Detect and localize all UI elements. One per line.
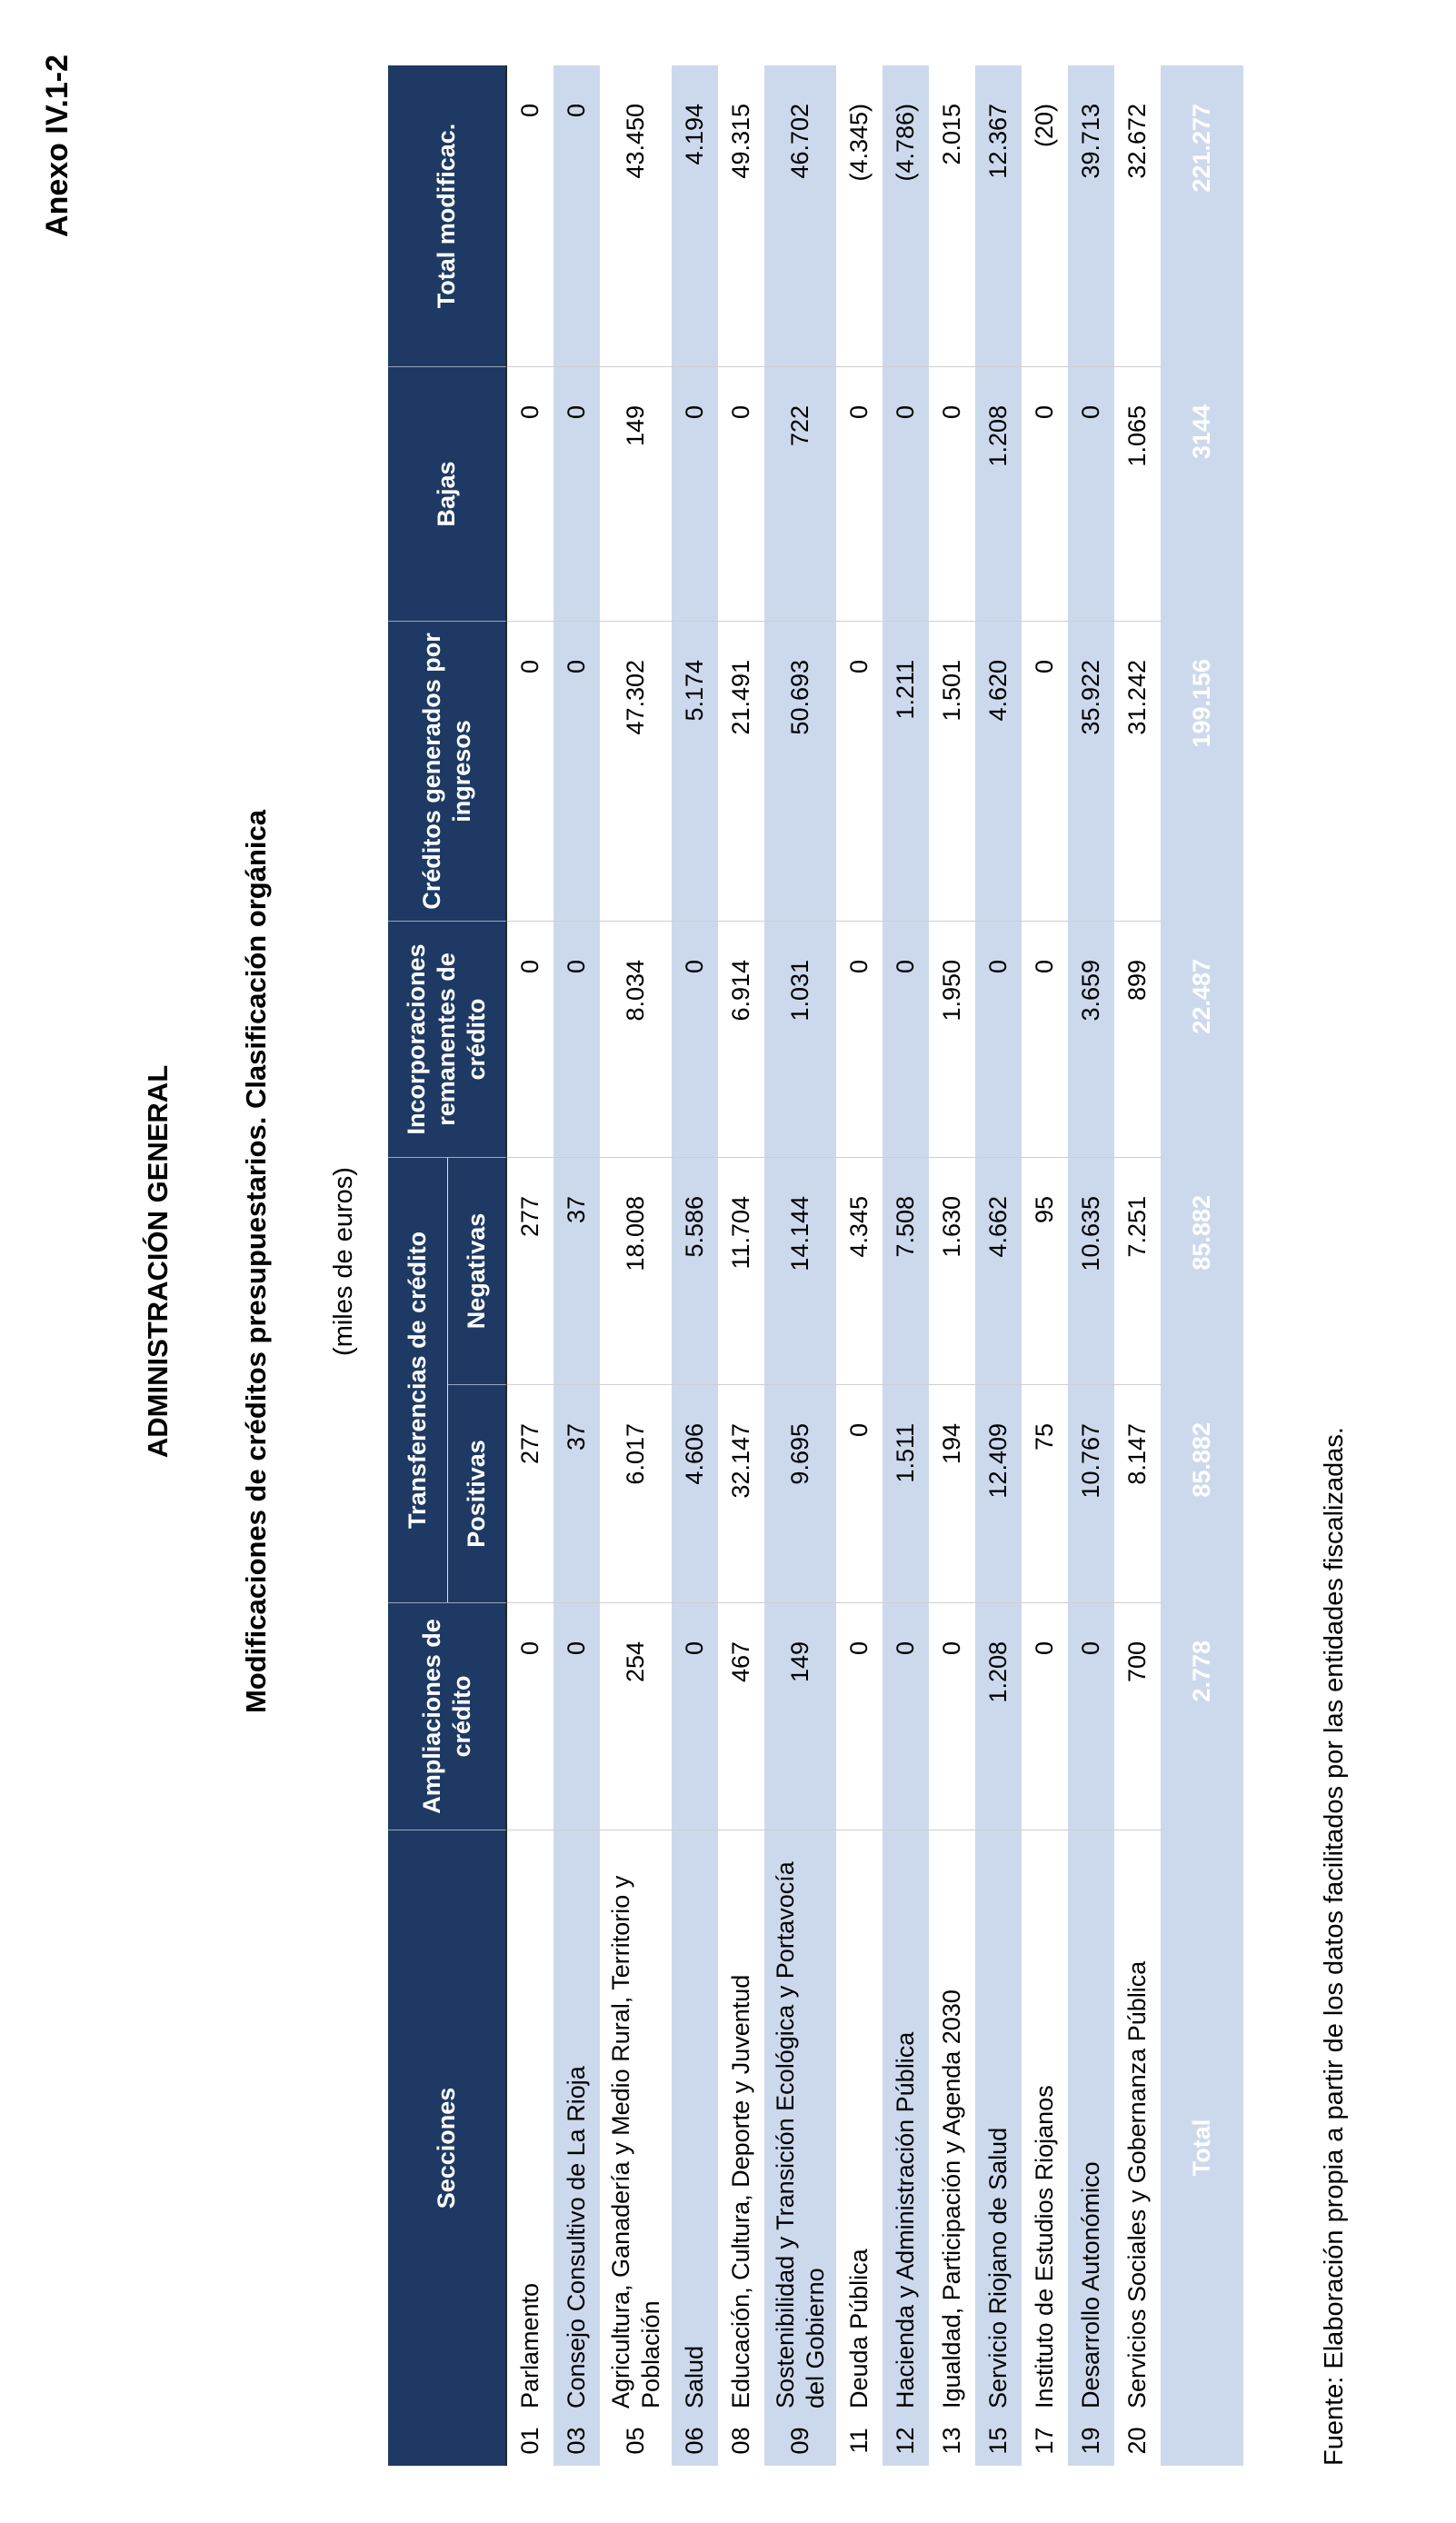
section-row [718,65,764,2466]
title-administration: ADMINISTRACIÓN GENERAL [142,1064,174,1459]
total-cell: 12.367 [975,65,1022,366]
total-cell: 0 [516,103,544,117]
bajas-cell: 0 [672,366,718,621]
bajas-cell: 0 [718,366,764,621]
section-row [836,65,883,2466]
positivas-cell: 37 [553,1384,600,1602]
incorporaciones-cell: 0 [507,921,553,1157]
creditos-cell: 21.491 [718,621,764,921]
negativas-cell: 277 [507,1157,553,1384]
ampliaciones-cell: 1.208 [975,1602,1022,1830]
positivas-cell: 0 [836,1384,883,1602]
creditos-cell: 0 [1022,621,1068,921]
section-name-cell: Igualdad, Participación y Agenda 2030 [929,1830,975,2416]
section-row [883,65,929,2466]
negativas-cell: 14.144 [764,1157,836,1384]
bajas-cell: 1.065 [1114,366,1161,621]
section-name-cell: Servicios Sociales y Gobernanza Pública [1114,1830,1161,2416]
ampliaciones-cell: 700 [1114,1602,1161,1830]
total-negativas-cell: 85.882 [1161,1157,1243,1384]
total-cell: 49.315 [727,103,755,179]
total-cell: (4.786) [883,65,929,366]
creditos-cell: 0 [553,621,600,921]
total-positivas-cell: 85.882 [1161,1384,1243,1602]
header-transferencias-group: Transferencias de crédito [388,1157,448,1602]
positivas-cell: 8.147 [1114,1384,1161,1602]
total-creditos-cell: 199.156 [1161,621,1243,921]
section-row [764,65,836,2466]
creditos-cell: 1.211 [883,621,929,921]
incorporaciones-cell: 0 [1022,921,1068,1157]
section-code-cell: 19 [1068,2416,1114,2466]
table-body [507,65,1243,2466]
header-incorporaciones: Incorporaciones remanentes de crédito [388,921,507,1157]
bajas-cell: 0 [553,366,600,621]
bajas-cell: 0 [1068,366,1114,621]
creditos-cell: 4.620 [975,621,1022,921]
negativas-cell: 11.704 [718,1157,764,1384]
section-code-cell: 08 [727,2427,755,2455]
negativas-cell: 37 [553,1157,600,1384]
bajas-cell: 0 [929,366,975,621]
total-cell: (20) [1031,103,1059,147]
incorporaciones-cell: 0 [883,921,929,1157]
total-cell: (4.345) [845,103,873,182]
section-name-cell: Deuda Pública [836,1830,883,2416]
section-code-cell: 06 [672,2416,718,2466]
positivas-cell: 12.409 [975,1384,1022,1602]
ampliaciones-cell: 149 [764,1602,836,1830]
section-code-cell: 12 [883,2416,929,2466]
positivas-cell: 10.767 [1068,1384,1114,1602]
positivas-cell: 6.017 [600,1384,672,1602]
creditos-cell: 0 [836,621,883,921]
section-name-cell: Agricultura, Ganadería y Medio Rural, Territorio y Población [600,1830,672,2416]
ampliaciones-cell: 0 [1068,1602,1114,1830]
section-name-cell: Servicio Riojano de Salud [975,1830,1022,2416]
section-name-cell: Parlamento [507,1830,553,2416]
budget-modifications-table [388,65,1243,2466]
table-header [388,65,507,2466]
incorporaciones-cell: 0 [836,921,883,1157]
bajas-cell: 0 [883,366,929,621]
title-main: Modificaciones de créditos presupuestarios. Clasificación orgánica [240,810,272,1714]
ampliaciones-cell: 0 [1022,1602,1068,1830]
section-row [929,65,975,2466]
total-bajas-cell: 3144 [1161,366,1243,621]
section-code-cell: 09 [764,2416,836,2466]
section-code-cell: 11 [845,2428,873,2454]
creditos-cell: 50.693 [764,621,836,921]
ampliaciones-cell: 0 [883,1602,929,1830]
total-label-cell: Total [1161,1830,1243,2466]
header-positivas: Positivas [448,1384,507,1602]
positivas-cell: 32.147 [718,1384,764,1602]
total-total-cell: 221.277 [1161,65,1243,366]
negativas-cell: 7.508 [883,1157,929,1384]
negativas-cell: 95 [1022,1157,1068,1384]
negativas-cell: 18.008 [600,1157,672,1384]
negativas-cell: 1.630 [929,1157,975,1384]
negativas-cell: 7.251 [1114,1157,1161,1384]
section-name-cell: Salud [672,1830,718,2416]
section-row [507,65,553,2466]
creditos-cell: 1.501 [929,621,975,921]
header-total-modificac: Total modificac. [388,65,507,366]
header-bajas: Bajas [388,366,507,621]
section-code-cell: 03 [553,2416,600,2466]
total-cell: 43.450 [622,103,650,179]
incorporaciones-cell: 0 [975,921,1022,1157]
positivas-cell: 277 [507,1384,553,1602]
section-code-cell: 05 [622,2427,650,2455]
ampliaciones-cell: 0 [553,1602,600,1830]
total-cell: 0 [553,65,600,366]
section-row [1114,65,1161,2466]
incorporaciones-cell: 8.034 [600,921,672,1157]
incorporaciones-cell: 1.031 [764,921,836,1157]
bajas-cell: 722 [764,366,836,621]
ampliaciones-cell: 467 [718,1602,764,1830]
incorporaciones-cell: 0 [553,921,600,1157]
total-ampliaciones-cell: 2.778 [1161,1602,1243,1830]
bajas-cell: 0 [836,366,883,621]
section-code-cell: 17 [1031,2427,1059,2455]
total-row [1161,65,1243,2466]
negativas-cell: 10.635 [1068,1157,1114,1384]
total-cell: 4.194 [672,65,718,366]
section-name-cell: Educación, Cultura, Deporte y Juventud [718,1830,764,2416]
creditos-cell: 35.922 [1068,621,1114,921]
ampliaciones-cell: 0 [929,1602,975,1830]
section-name-cell: Instituto de Estudios Riojanos [1022,1830,1068,2416]
bajas-cell: 0 [1022,366,1068,621]
annex-label: Anexo IV.1-2 [40,55,75,237]
section-row [553,65,600,2466]
section-row [1022,65,1068,2466]
section-row [975,65,1022,2466]
ampliaciones-cell: 0 [836,1602,883,1830]
creditos-cell: 5.174 [672,621,718,921]
header-negativas: Negativas [448,1157,507,1384]
positivas-cell: 4.606 [672,1384,718,1602]
section-code-cell: 20 [1123,2427,1152,2455]
section-row [600,65,672,2466]
section-row [672,65,718,2466]
header-ampliaciones: Ampliaciones de crédito [388,1602,507,1830]
section-code-cell: 01 [516,2427,544,2455]
ampliaciones-cell: 254 [600,1602,672,1830]
section-name-cell: Hacienda y Administración Pública [883,1830,929,2416]
ampliaciones-cell: 0 [672,1602,718,1830]
header-secciones: Secciones [388,1830,507,2466]
total-cell: 46.702 [764,65,836,366]
source-footnote: Fuente: Elaboración propia a partir de los datos facilitados por las entidades fiscalizadas. [1320,1427,1349,2466]
positivas-cell: 1.511 [883,1384,929,1602]
creditos-cell: 0 [507,621,553,921]
ampliaciones-cell: 0 [507,1602,553,1830]
total-cell: 32.672 [1123,103,1152,179]
total-cell: 2.015 [938,103,966,165]
section-code-cell: 13 [938,2427,966,2455]
total-incorporaciones-cell: 22.487 [1161,921,1243,1157]
bajas-cell: 149 [600,366,672,621]
positivas-cell: 194 [929,1384,975,1602]
section-name-cell: Sostenibilidad y Transición Ecológica y Portavocía del Gobierno [764,1830,836,2416]
incorporaciones-cell: 899 [1114,921,1161,1157]
section-code-cell: 15 [975,2416,1022,2466]
total-cell: 39.713 [1068,65,1114,366]
section-name-cell: Desarrollo Autonómico [1068,1830,1114,2416]
incorporaciones-cell: 6.914 [718,921,764,1157]
section-row [1068,65,1114,2466]
negativas-cell: 4.345 [836,1157,883,1384]
bajas-cell: 1.208 [975,366,1022,621]
creditos-cell: 31.242 [1114,621,1161,921]
title-units: (miles de euros) [329,1167,358,1356]
section-name-cell: Consejo Consultivo de La Rioja [553,1830,600,2416]
positivas-cell: 9.695 [764,1384,836,1602]
creditos-cell: 47.302 [600,621,672,921]
incorporaciones-cell: 0 [672,921,718,1157]
negativas-cell: 4.662 [975,1157,1022,1384]
incorporaciones-cell: 1.950 [929,921,975,1157]
header-creditos-generados: Créditos generados por ingresos [388,621,507,921]
incorporaciones-cell: 3.659 [1068,921,1114,1157]
bajas-cell: 0 [507,366,553,621]
negativas-cell: 5.586 [672,1157,718,1384]
positivas-cell: 75 [1022,1384,1068,1602]
